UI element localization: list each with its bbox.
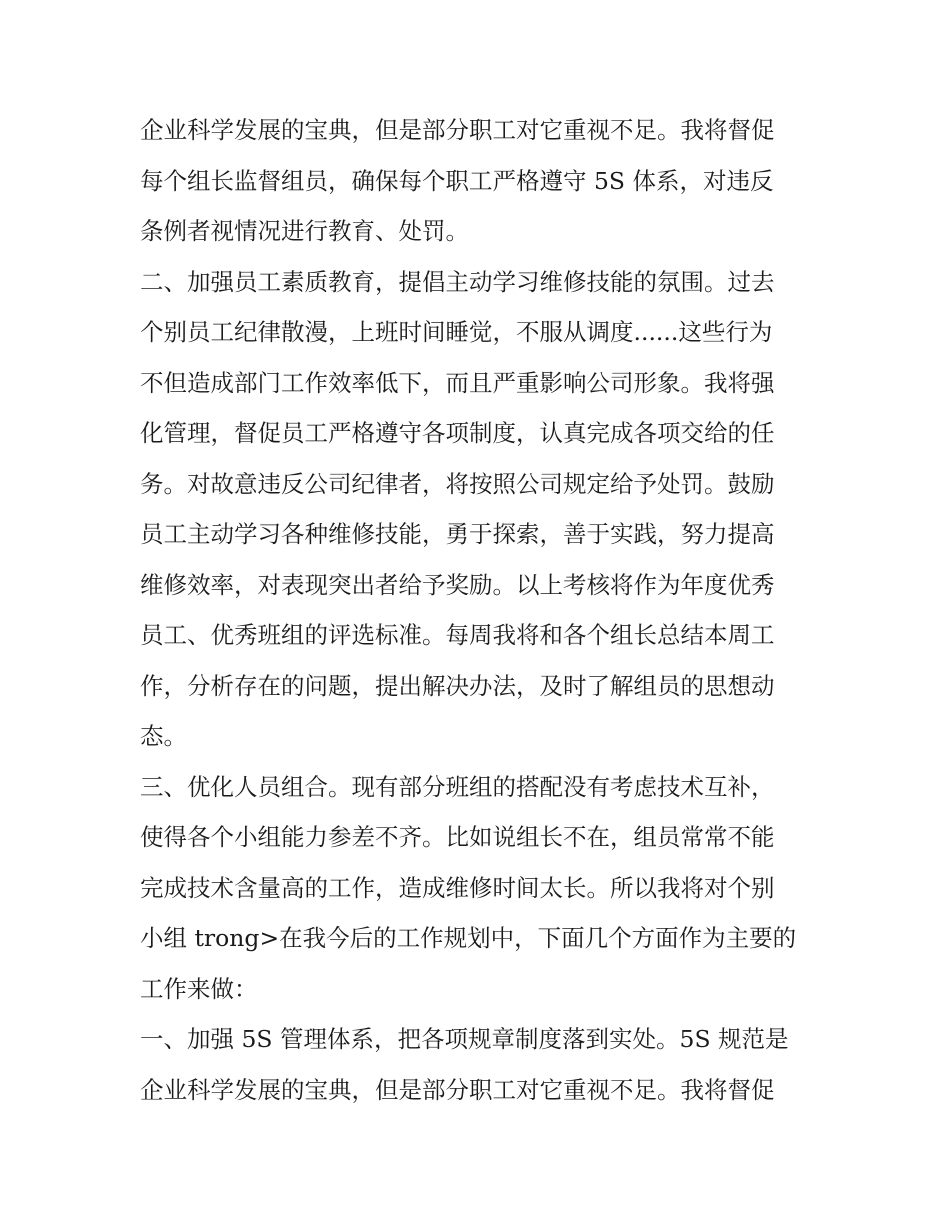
text-line: 企业科学发展的宝典，但是部分职工对它重视不足。我将督促 bbox=[140, 116, 775, 144]
text-line: 企业科学发展的宝典，但是部分职工对它重视不足。我将督促 bbox=[140, 1075, 775, 1104]
text-line: 化管理，督促员工严格遵守各项制度，认真完成各项交给的任 bbox=[140, 419, 775, 447]
text-line: 完成技术含量高的工作，造成维修时间太长。所以我将对个别 bbox=[140, 873, 775, 902]
text-line: 条例者视情况进行教育、处罚。 bbox=[140, 217, 469, 245]
text-line: 二、加强员工素质教育，提倡主动学习维修技能的氛围。过去 bbox=[140, 267, 775, 296]
text-line: 一、加强 5S 管理体系，把各项规章制度落到实处。5S 规范是 bbox=[140, 1025, 789, 1053]
text-line: 员工主动学习各种维修技能，勇于探索，善于实践，努力提高 bbox=[140, 520, 775, 548]
text-line: 三、优化人员组合。现有部分班组的搭配没有考虑技术互补， bbox=[140, 772, 775, 801]
text-line: 不但造成部门工作效率低下，而且严重影响公司形象。我将强 bbox=[140, 368, 775, 397]
text-line: 工作来做： bbox=[140, 974, 258, 1003]
text-line: 小组 trong>在我今后的工作规划中，下面几个方面作为主要的 bbox=[140, 924, 797, 952]
text-line: 使得各个小组能力参差不齐。比如说组长不在，组员常常不能 bbox=[140, 823, 775, 851]
text-line: 每个组长监督组员，确保每个职工严格遵守 5S 体系，对违反 bbox=[140, 166, 774, 195]
text-line: 务。对故意违反公司纪律者，将按照公司规定给予处罚。鼓励 bbox=[140, 469, 775, 498]
text-line: 作，分析存在的问题，提出解决办法，及时了解组员的思想动 bbox=[140, 671, 775, 700]
text-line: 个别员工纪律散漫，上班时间睡觉，不服从调度......这些行为 bbox=[140, 318, 773, 346]
document-body bbox=[140, 105, 820, 1115]
text-line: 态。 bbox=[140, 722, 187, 750]
text-line: 员工、优秀班组的评选标准。每周我将和各个组长总结本周工 bbox=[140, 621, 775, 649]
text-line: 维修效率，对表现突出者给予奖励。以上考核将作为年度优秀 bbox=[140, 570, 775, 599]
